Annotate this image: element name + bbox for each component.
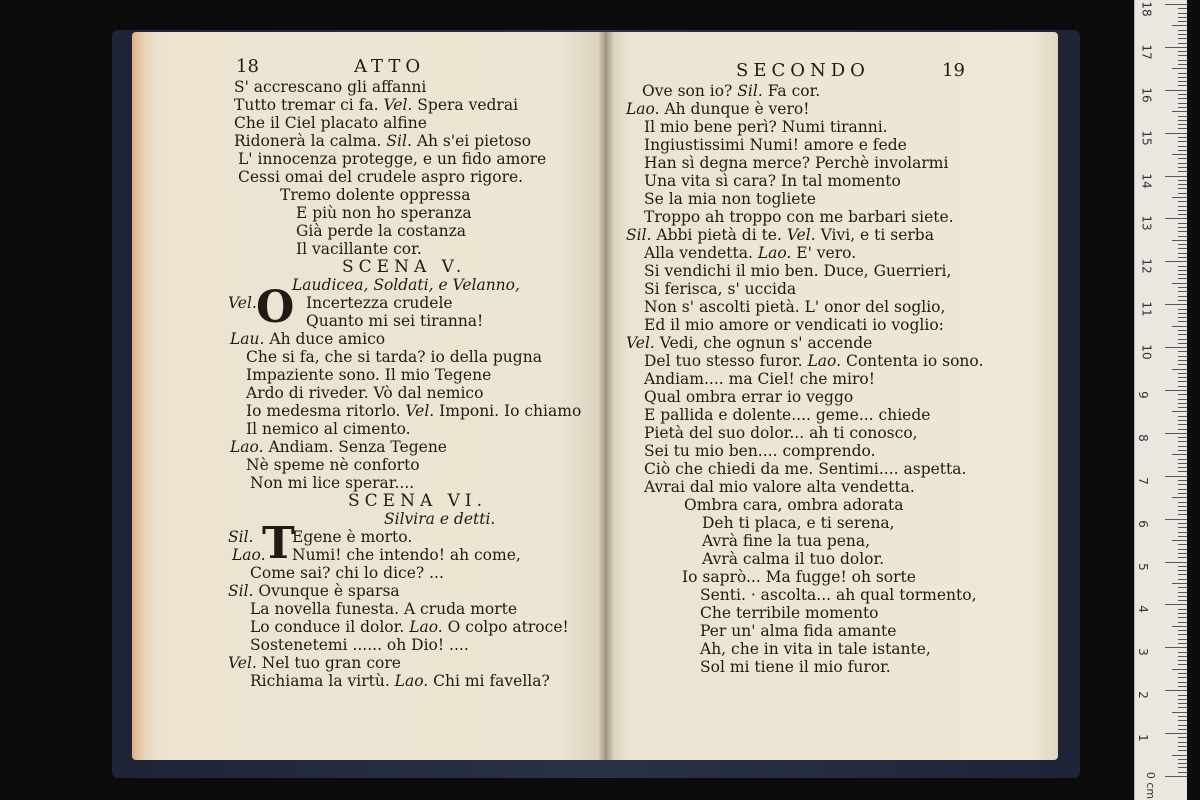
ruler-tick — [1178, 171, 1187, 172]
ruler-tick — [1178, 772, 1187, 773]
ruler-tick — [1178, 236, 1187, 237]
ruler-tick — [1178, 527, 1187, 528]
ruler-tick — [1178, 450, 1187, 451]
text-line: Come sai? chi lo dice? ... — [250, 564, 444, 582]
text-line: Ombra cara, ombra adorata — [684, 496, 904, 514]
ruler-tick — [1172, 283, 1187, 284]
ruler-tick — [1178, 686, 1187, 687]
text-line: Avrai dal mio valore alta vendetta. — [644, 478, 915, 496]
text-line: Già perde la costanza — [296, 222, 466, 240]
ruler-tick — [1178, 116, 1187, 117]
ruler-number: 13 — [1139, 215, 1154, 232]
text-line: Io medesma ritorlo. Vel. Imponi. Io chiamo — [246, 402, 582, 420]
ruler-tick — [1178, 351, 1187, 352]
text-line: Qual ombra errar io veggo — [644, 388, 854, 406]
ruler-tick — [1178, 660, 1187, 661]
ruler-tick — [1178, 206, 1187, 207]
text-line: L' innocenza protegge, e un fido amore — [238, 150, 547, 168]
text-line: La novella funesta. A cruda morte — [250, 600, 518, 618]
text-line: Se la mia non togliete — [644, 190, 816, 208]
ruler-tick — [1178, 231, 1187, 232]
ruler-tick — [1178, 682, 1187, 683]
ruler-tick — [1178, 98, 1187, 99]
page-number: 18 — [236, 56, 259, 77]
text-line: Ove son io? Sil. Fa cor. — [642, 82, 821, 100]
ruler-tick — [1178, 51, 1187, 52]
ruler-tick — [1178, 609, 1187, 610]
ruler-number: 5 — [1135, 562, 1150, 571]
ruler-tick — [1165, 390, 1187, 391]
ruler-tick — [1178, 137, 1187, 138]
ruler-tick — [1178, 549, 1187, 550]
text-line: Sol mi tiene il mio furor. — [700, 658, 891, 676]
ruler-tick — [1178, 300, 1187, 301]
text-line: Ed il mio amore or vendicati io voglio: — [644, 316, 944, 334]
ruler-tick — [1178, 557, 1187, 558]
ruler-tick — [1178, 343, 1187, 344]
text-line: Numi! che intendo! ah come, — [292, 546, 521, 564]
ruler-tick — [1178, 150, 1187, 151]
text-line: Alla vendetta. Lao. E' vero. — [644, 244, 857, 262]
ruler-tick — [1178, 55, 1187, 56]
page-number: 19 — [942, 60, 965, 81]
ruler-tick — [1178, 210, 1187, 211]
drop-capital: T — [262, 518, 295, 569]
ruler-number: 11 — [1139, 301, 1154, 317]
ruler-tick — [1178, 506, 1187, 507]
ruler-tick — [1178, 639, 1187, 640]
text-line: Si ferisca, s' uccida — [644, 280, 797, 298]
ruler-tick — [1178, 596, 1187, 597]
ruler-tick — [1165, 347, 1187, 348]
ruler-tick — [1178, 223, 1187, 224]
ruler-tick — [1178, 523, 1187, 524]
ruler-number: 17 — [1139, 44, 1154, 60]
ruler-tick — [1178, 737, 1187, 738]
right-page — [606, 32, 1058, 760]
text-line: Sil. Ovunque è sparsa — [228, 582, 400, 600]
ruler-tick — [1165, 776, 1187, 777]
ruler-tick — [1178, 720, 1187, 721]
ruler-number: 16 — [1139, 87, 1154, 103]
ruler-tick — [1178, 489, 1187, 490]
ruler-tick — [1178, 716, 1187, 717]
ruler-tick — [1178, 248, 1187, 249]
ruler-tick — [1172, 626, 1187, 627]
running-head: SECONDO — [736, 60, 870, 81]
ruler-tick — [1178, 120, 1187, 121]
ruler-tick — [1178, 514, 1187, 515]
ruler-tick — [1178, 227, 1187, 228]
ruler-tick — [1178, 502, 1187, 503]
text-line: Deh ti placa, e ti serena, — [702, 514, 895, 532]
text-line: Il nemico al cimento. — [246, 420, 411, 438]
text-line: Vel. Vedi, che ognun s' accende — [626, 334, 873, 352]
ruler-tick — [1178, 38, 1187, 39]
text-line: Impaziente sono. Il mio Tegene — [246, 366, 492, 384]
text-line: Che il Ciel placato alfine — [234, 114, 427, 132]
ruler-tick — [1172, 411, 1187, 412]
ruler-tick — [1172, 197, 1187, 198]
ruler-number: 3 — [1135, 648, 1150, 657]
running-head: ATTO — [354, 56, 426, 77]
ruler-tick — [1178, 356, 1187, 357]
ruler-tick — [1178, 673, 1187, 674]
text-line: Vel. — [228, 294, 257, 312]
text-line: Han sì degna merce? Perchè involarmi — [644, 154, 949, 172]
left-page — [132, 32, 606, 760]
text-line: Sil. — [228, 528, 254, 546]
ruler-number: 12 — [1139, 258, 1154, 274]
ruler-tick — [1178, 763, 1187, 764]
text-line: Quanto mi sei tiranna! — [306, 312, 484, 330]
ruler-tick — [1178, 184, 1187, 185]
ruler-tick — [1165, 519, 1187, 520]
text-line: Una vita sì cara? In tal momento — [644, 172, 901, 190]
ruler-tick — [1178, 544, 1187, 545]
ruler-tick — [1178, 17, 1187, 18]
ruler-tick — [1178, 429, 1187, 430]
ruler-tick — [1172, 369, 1187, 370]
ruler-tick — [1178, 403, 1187, 404]
ruler-tick — [1165, 261, 1187, 262]
ruler-tick — [1178, 746, 1187, 747]
ruler-tick — [1178, 484, 1187, 485]
ruler-tick — [1178, 750, 1187, 751]
ruler-tick — [1165, 690, 1187, 691]
ruler-tick — [1172, 669, 1187, 670]
ruler-tick — [1165, 47, 1187, 48]
ruler-tick — [1178, 253, 1187, 254]
ruler-tick — [1178, 141, 1187, 142]
text-line: E più non ho speranza — [296, 204, 472, 222]
ruler-tick — [1178, 339, 1187, 340]
drop-capital: O — [256, 282, 295, 333]
ruler-tick — [1178, 532, 1187, 533]
ruler-tick — [1165, 4, 1187, 5]
ruler-tick — [1165, 304, 1187, 305]
text-line: Senti. · ascolta... ah qual tormento, — [700, 586, 977, 604]
ruler-tick — [1178, 592, 1187, 593]
ruler-tick — [1178, 767, 1187, 768]
ruler-tick — [1172, 154, 1187, 155]
ruler-tick — [1178, 643, 1187, 644]
text-line: Ardo di riveder. Vò dal nemico — [246, 384, 484, 402]
ruler-tick — [1178, 634, 1187, 635]
ruler-tick — [1178, 441, 1187, 442]
ruler-tick — [1178, 94, 1187, 95]
text-line: Il vacillante cor. — [296, 240, 422, 258]
ruler-tick — [1178, 214, 1187, 215]
text-line: Silvira e detti. — [384, 510, 496, 528]
ruler-tick — [1178, 467, 1187, 468]
ruler-tick — [1178, 587, 1187, 588]
ruler-tick — [1178, 729, 1187, 730]
ruler-tick — [1178, 703, 1187, 704]
ruler-tick — [1178, 446, 1187, 447]
ruler-tick — [1178, 291, 1187, 292]
ruler-tick — [1178, 381, 1187, 382]
text-line: Non s' ascolti pietà. L' onor del soglio, — [644, 298, 946, 316]
text-line: Cessi omai del crudele aspro rigore. — [238, 168, 524, 186]
ruler-tick — [1172, 454, 1187, 455]
text-line: Avrà fine la tua pena, — [702, 532, 871, 550]
text-line: Sei tu mio ben.... comprendo. — [644, 442, 876, 460]
text-line: Sil. Abbi pietà di te. Vel. Vivi, e ti serba — [626, 226, 934, 244]
ruler-number: 1 — [1135, 734, 1150, 742]
ruler-tick — [1178, 317, 1187, 318]
text-line: S' accrescano gli affanni — [234, 78, 427, 96]
text-line: Troppo ah troppo con me barbari siete. — [644, 208, 954, 226]
ruler-tick — [1178, 725, 1187, 726]
ruler-number: 8 — [1135, 434, 1150, 442]
ruler-tick — [1178, 699, 1187, 700]
ruler-tick — [1178, 759, 1187, 760]
ruler-number: 9 — [1135, 391, 1150, 399]
ruler-tick — [1178, 266, 1187, 267]
ruler-tick — [1172, 755, 1187, 756]
text-line: SCENA VI. — [348, 491, 488, 511]
ruler-tick — [1178, 617, 1187, 618]
ruler-tick — [1165, 733, 1187, 734]
text-line: Nè speme nè conforto — [246, 456, 420, 474]
ruler-tick — [1178, 330, 1187, 331]
ruler-tick — [1178, 321, 1187, 322]
text-line: Vel. Nel tuo gran core — [228, 654, 401, 672]
ruler-tick — [1178, 566, 1187, 567]
ruler-tick — [1165, 647, 1187, 648]
ruler-unit-label: 0 cm — [1144, 771, 1158, 800]
ruler-tick — [1178, 180, 1187, 181]
ruler-tick — [1165, 90, 1187, 91]
ruler-tick — [1178, 309, 1187, 310]
ruler-tick — [1178, 73, 1187, 74]
ruler-tick — [1178, 360, 1187, 361]
text-line: Ah, che in vita in tale istante, — [700, 640, 931, 658]
ruler-tick — [1178, 287, 1187, 288]
ruler-tick — [1178, 103, 1187, 104]
ruler-tick — [1165, 433, 1187, 434]
ruler-tick — [1178, 386, 1187, 387]
ruler-tick — [1165, 133, 1187, 134]
ruler-tick — [1178, 570, 1187, 571]
ruler-tick — [1178, 394, 1187, 395]
ruler-tick — [1178, 201, 1187, 202]
ruler-tick — [1178, 107, 1187, 108]
ruler-tick — [1178, 630, 1187, 631]
ruler-tick — [1178, 373, 1187, 374]
ruler-number: 7 — [1135, 476, 1150, 485]
text-line: Lao. — [232, 546, 266, 564]
text-line: Richiama la virtù. Lao. Chi mi favella? — [250, 672, 550, 690]
ruler-tick — [1178, 622, 1187, 623]
ruler-tick — [1172, 497, 1187, 498]
ruler-tick — [1178, 364, 1187, 365]
ruler-tick — [1178, 656, 1187, 657]
text-line: Ingiustissimi Numi! amore e fede — [644, 136, 907, 154]
ruler-tick — [1172, 68, 1187, 69]
ruler-tick — [1178, 579, 1187, 580]
ruler-tick — [1178, 60, 1187, 61]
ruler-tick — [1178, 244, 1187, 245]
ruler-tick — [1172, 326, 1187, 327]
ruler-number: 2 — [1135, 691, 1150, 700]
text-line: Ciò che chiedi da me. Sentimi.... aspetta. — [644, 460, 967, 478]
text-line: Si vendichi il mio ben. Duce, Guerrieri, — [644, 262, 952, 280]
text-line: Non mi lice sperar.... — [250, 474, 415, 492]
ruler-tick — [1178, 77, 1187, 78]
ruler-tick — [1172, 712, 1187, 713]
ruler-tick — [1172, 540, 1187, 541]
ruler-tick — [1178, 313, 1187, 314]
ruler-tick — [1178, 420, 1187, 421]
ruler-tick — [1178, 158, 1187, 159]
book-gutter — [598, 32, 614, 760]
ruler-number: 15 — [1139, 130, 1154, 146]
ruler-tick — [1178, 167, 1187, 168]
ruler-tick — [1178, 146, 1187, 147]
text-line: Del tuo stesso furor. Lao. Contenta io sono. — [644, 352, 984, 370]
ruler-tick — [1178, 278, 1187, 279]
ruler-tick — [1178, 30, 1187, 31]
ruler-tick — [1178, 459, 1187, 460]
ruler-tick — [1178, 510, 1187, 511]
text-line: Tremo dolente oppressa — [280, 186, 471, 204]
ruler-tick — [1178, 8, 1187, 9]
ruler-tick — [1178, 399, 1187, 400]
text-line: Che terribile momento — [700, 604, 879, 622]
ruler-tick — [1178, 193, 1187, 194]
text-line: Avrà calma il tuo dolor. — [702, 550, 885, 568]
text-line: Laudicea, Soldati, e Velanno, — [292, 276, 520, 294]
ruler-tick — [1178, 536, 1187, 537]
ruler-number: 6 — [1135, 519, 1150, 528]
ruler-tick — [1178, 163, 1187, 164]
ruler-tick — [1178, 81, 1187, 82]
ruler-tick — [1178, 424, 1187, 425]
ruler-tick — [1178, 296, 1187, 297]
text-line: E pallida e dolente.... geme... chiede — [644, 406, 931, 424]
ruler-tick — [1172, 111, 1187, 112]
ruler-tick — [1178, 471, 1187, 472]
measuring-ruler — [1134, 0, 1187, 800]
ruler-tick — [1178, 553, 1187, 554]
text-line: Egene è morto. — [292, 528, 413, 546]
ruler-tick — [1178, 334, 1187, 335]
ruler-tick — [1178, 677, 1187, 678]
text-line: Andiam.... ma Ciel! che miro! — [644, 370, 875, 388]
ruler-tick — [1178, 416, 1187, 417]
ruler-tick — [1178, 463, 1187, 464]
ruler-tick — [1178, 64, 1187, 65]
ruler-tick — [1178, 600, 1187, 601]
text-line: Per un' alma fida amante — [700, 622, 897, 640]
ruler-number: 4 — [1135, 605, 1150, 614]
text-line: Incertezza crudele — [306, 294, 453, 312]
ruler-number: 10 — [1139, 344, 1154, 360]
ruler-tick — [1165, 604, 1187, 605]
text-line: Lo conduce il dolor. Lao. O colpo atroce! — [250, 618, 569, 636]
text-line: Io saprò... Ma fugge! oh sorte — [682, 568, 916, 586]
ruler-tick — [1178, 128, 1187, 129]
ruler-tick — [1178, 274, 1187, 275]
text-line: Lao. Andiam. Senza Tegene — [230, 438, 447, 456]
ruler-tick — [1178, 574, 1187, 575]
ruler-tick — [1178, 34, 1187, 35]
ruler-tick — [1178, 707, 1187, 708]
text-line: Ridonerà la calma. Sil. Ah s'ei pietoso — [234, 132, 532, 150]
ruler-tick — [1165, 176, 1187, 177]
ruler-tick — [1178, 664, 1187, 665]
ruler-tick — [1178, 742, 1187, 743]
ruler-tick — [1178, 480, 1187, 481]
ruler-tick — [1178, 493, 1187, 494]
ruler-tick — [1178, 695, 1187, 696]
ruler-tick — [1172, 583, 1187, 584]
ruler-tick — [1178, 188, 1187, 189]
ruler-tick — [1178, 43, 1187, 44]
ruler-tick — [1172, 240, 1187, 241]
ruler-tick — [1178, 85, 1187, 86]
ruler-tick — [1178, 377, 1187, 378]
text-line: Il mio bene perì? Numi tiranni. — [644, 118, 888, 136]
text-line: Pietà del suo dolor... ah ti conosco, — [644, 424, 918, 442]
text-line: Lau. Ah duce amico — [230, 330, 386, 348]
ruler-tick — [1165, 218, 1187, 219]
text-line: Tutto tremar ci fa. Vel. Spera vedrai — [234, 96, 519, 114]
ruler-tick — [1178, 124, 1187, 125]
text-line: Sostenetemi ...... oh Dio! .... — [250, 636, 469, 654]
ruler-tick — [1178, 13, 1187, 14]
ruler-tick — [1178, 21, 1187, 22]
ruler-tick — [1178, 257, 1187, 258]
ruler-number: 18 — [1139, 1, 1154, 17]
ruler-tick — [1178, 613, 1187, 614]
ruler-tick — [1172, 25, 1187, 26]
ruler-tick — [1178, 437, 1187, 438]
text-line: Lao. Ah dunque è vero! — [626, 100, 810, 118]
text-line: SCENA V. — [342, 257, 467, 277]
ruler-tick — [1165, 562, 1187, 563]
ruler-tick — [1165, 476, 1187, 477]
ruler-number: 14 — [1139, 172, 1154, 189]
ruler-tick — [1178, 652, 1187, 653]
text-line: Che si fa, che si tarda? io della pugna — [246, 348, 542, 366]
ruler-tick — [1178, 407, 1187, 408]
ruler-tick — [1178, 270, 1187, 271]
